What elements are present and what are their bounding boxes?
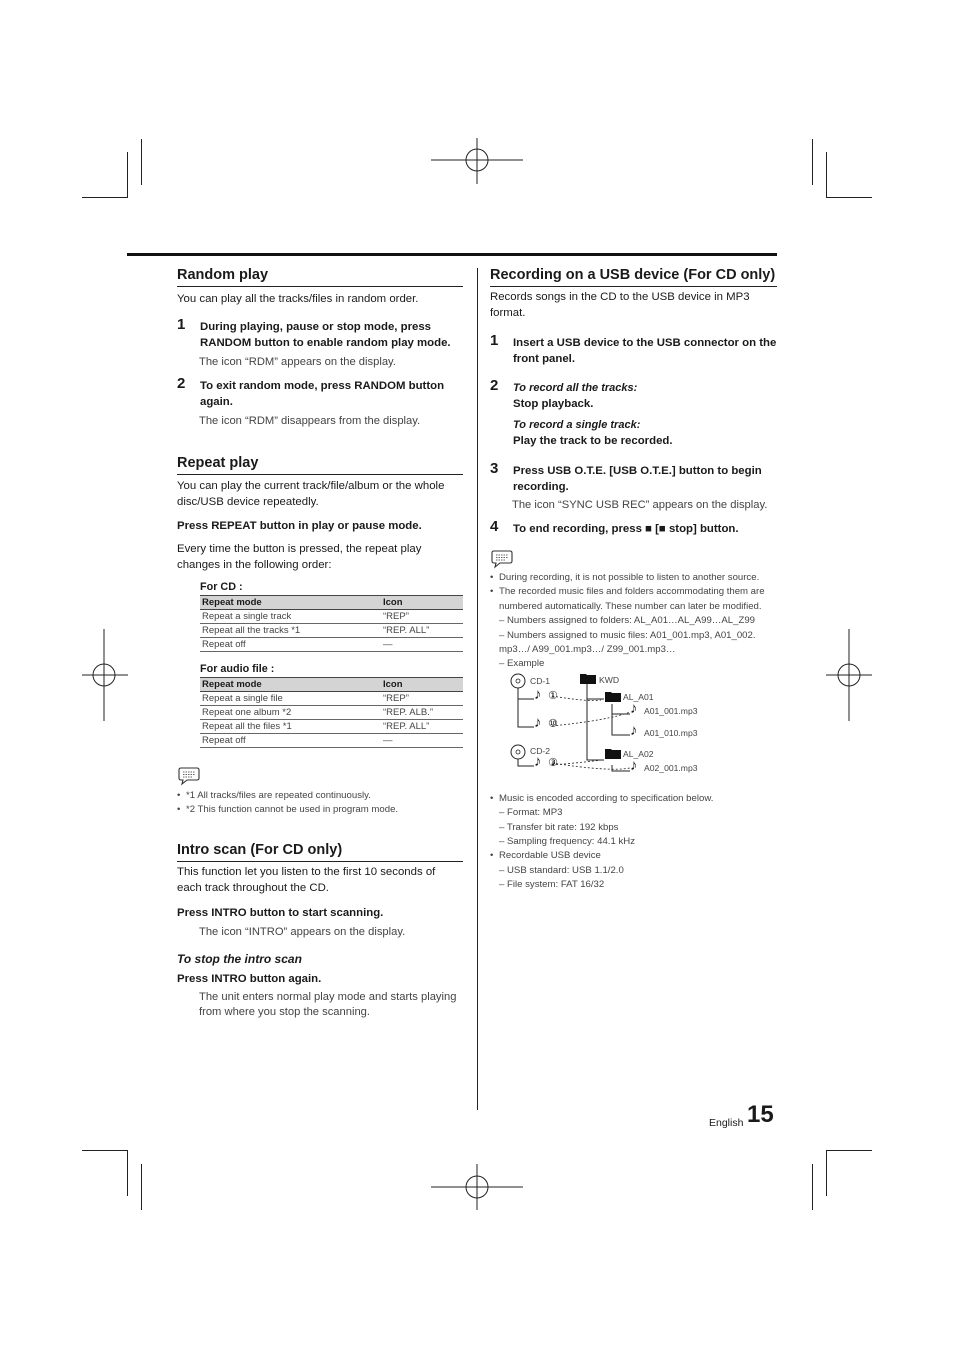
- spec-item: – Sampling frequency: 44.1 kHz: [499, 836, 635, 848]
- root-folder-label: KWD: [599, 674, 620, 685]
- footnote-2: [177, 803, 463, 817]
- stop-intro-note: The unit enters normal play mode and starts playing from where you stop the scanning.: [199, 990, 457, 1018]
- crop-mark: [141, 139, 142, 185]
- table-row: [200, 610, 463, 624]
- registration-target-top: [431, 138, 523, 184]
- cd2-label: CD-2: [530, 745, 551, 756]
- repeat-play-intro: You can play the current track/file/album or the whole disc/USB device repeatedly.: [177, 480, 445, 508]
- table-cell: “REP. ALL”: [381, 624, 463, 638]
- crop-mark: [826, 197, 872, 198]
- recording-step-1: [490, 332, 777, 367]
- music-note-icon: ♪: [534, 713, 542, 731]
- step-number: 1: [490, 332, 499, 349]
- music-note-icon: ♪: [534, 685, 542, 703]
- recording-note-4: [490, 849, 777, 863]
- recording-note-3: [490, 792, 777, 806]
- random-step-1: [177, 316, 463, 351]
- folder-icon: [605, 748, 621, 759]
- step-number: 2: [490, 377, 499, 394]
- step-number: 1: [177, 316, 186, 333]
- intro-scan-heading: Intro scan (For CD only): [177, 841, 463, 862]
- memo-note-icon: [490, 549, 514, 569]
- step-text: To exit random mode, press RANDOM button again.: [200, 380, 445, 408]
- crop-mark: [127, 1150, 128, 1196]
- spec-item: – USB standard: USB 1.1/2.0: [499, 864, 624, 876]
- recording-sub-note: – Example: [499, 658, 545, 670]
- step-subheading: To record a single track:: [513, 419, 641, 431]
- table-cell: Repeat a single file: [200, 692, 381, 706]
- step-text: Press USB O.T.E. [USB O.T.E.] button to begin recording.: [513, 465, 762, 493]
- note-text: Music is encoded according to specification below.: [499, 792, 714, 804]
- note-text: The recorded music files and folders accommodating them are numbered automatically. These number can later be modified.: [499, 586, 765, 612]
- step-text: Stop playback.: [513, 398, 594, 410]
- for-cd-label: For CD :: [200, 581, 243, 593]
- recording-step-3: [490, 460, 777, 495]
- language-label: English: [709, 1117, 744, 1129]
- crop-mark: [82, 197, 128, 198]
- step-text: During playing, pause or stop mode, press RANDOM button to enable random play mode.: [200, 321, 451, 349]
- repeat-play-heading: Repeat play: [177, 454, 463, 475]
- step-number: 2: [177, 375, 186, 392]
- right-column: [490, 266, 777, 893]
- top-rule: [127, 253, 777, 256]
- step-note: The icon “RDM” appears on the display.: [199, 356, 396, 368]
- intro-scan-intro: This function let you listen to the first 10 seconds of each track throughout the CD.: [177, 865, 436, 894]
- recording-step-2: [490, 377, 777, 449]
- recording-sub-note: – Numbers assigned to music files: A01_001.mp3, A01_002. mp3…/ A99_001.mp3…/ Z99_001.mp3…: [499, 629, 756, 656]
- table-cell: Repeat all the tracks *1: [200, 624, 381, 638]
- step-text: To end recording, press ■ [■ stop] button.: [513, 523, 739, 535]
- memo-note-icon: [177, 766, 201, 786]
- footnote-1: [177, 789, 463, 803]
- music-note-icon: ♪: [534, 752, 542, 770]
- bullet-icon: •: [490, 572, 494, 583]
- table-cell: “REP”: [381, 610, 463, 624]
- recording-note-1: [490, 571, 777, 585]
- table-header: Icon: [381, 596, 463, 610]
- step-number: 4: [490, 518, 499, 535]
- column-separator: [477, 268, 478, 1110]
- step-text: Insert a USB device to the USB connector on the front panel.: [513, 337, 777, 365]
- audio-repeat-table: [200, 677, 463, 748]
- file-label: A01_010.mp3: [644, 727, 698, 738]
- music-note-icon: ♪: [630, 756, 638, 774]
- bullet-icon: •: [177, 804, 181, 816]
- intro-note: The icon “INTRO” appears on the display.: [199, 925, 406, 938]
- step-subheading: To record all the tracks:: [513, 382, 638, 394]
- cd1-label: CD-1: [530, 675, 551, 686]
- for-audio-label: For audio file :: [200, 663, 275, 675]
- step-number: 3: [490, 460, 499, 477]
- table-cell: Repeat off: [200, 638, 381, 652]
- repeat-order-text: Every time the button is pressed, the repeat play changes in the following order:: [177, 543, 422, 571]
- table-row: [200, 692, 463, 706]
- folder-label: AL_A02: [623, 748, 654, 759]
- random-play-heading: Random play: [177, 266, 463, 287]
- note-text: During recording, it is not possible to listen to another source.: [499, 572, 760, 583]
- note-text: Recordable USB device: [499, 850, 601, 862]
- table-cell: “REP. ALB.”: [381, 706, 463, 720]
- table-row: [200, 706, 463, 720]
- cd-repeat-table: [200, 595, 463, 652]
- crop-mark: [826, 1150, 827, 1196]
- table-header: Icon: [381, 678, 463, 692]
- table-cell: Repeat a single track: [200, 610, 381, 624]
- random-play-intro: You can play all the tracks/files in random order.: [177, 293, 419, 305]
- spec-item: – Format: MP3: [499, 807, 563, 819]
- crop-mark: [826, 1150, 872, 1151]
- track-number: ①: [548, 689, 558, 702]
- table-cell: —: [381, 638, 463, 652]
- crop-mark: [141, 1164, 142, 1210]
- music-note-icon: ♪: [630, 721, 638, 739]
- table-row: [200, 624, 463, 638]
- registration-target-left: [82, 629, 128, 721]
- crop-mark: [826, 152, 827, 198]
- recording-intro: Records songs in the CD to the USB device in MP3 format.: [490, 291, 750, 319]
- table-row: [200, 720, 463, 734]
- spec-item: – File system: FAT 16/32: [499, 879, 605, 891]
- crop-mark: [812, 1164, 813, 1210]
- table-cell: “REP. ALL”: [381, 720, 463, 734]
- random-step-2: [177, 375, 463, 410]
- footnote-text: *1 All tracks/files are repeated continuously.: [186, 790, 371, 801]
- bullet-icon: •: [490, 586, 494, 598]
- spec-item: – Transfer bit rate: 192 kbps: [499, 821, 619, 833]
- step-note: The icon “RDM” disappears from the display.: [199, 415, 421, 427]
- stop-intro-heading: To stop the intro scan: [177, 951, 302, 966]
- step-text: Play the track to be recorded.: [513, 435, 673, 447]
- stop-intro-instruction: Press INTRO button again.: [177, 972, 322, 985]
- track-number: ③: [548, 756, 558, 769]
- table-cell: “REP”: [381, 692, 463, 706]
- bullet-icon: •: [490, 850, 494, 862]
- table-row: [200, 734, 463, 748]
- table-row: [200, 638, 463, 652]
- folder-label: AL_A01: [623, 691, 654, 702]
- recording-step-4: [490, 518, 777, 537]
- track-number: ⑩: [548, 717, 558, 730]
- footnote-text: *2 This function cannot be used in program mode.: [186, 804, 399, 816]
- table-cell: Repeat all the files *1: [200, 720, 381, 734]
- repeat-instruction: Press REPEAT button in play or pause mode.: [177, 520, 422, 532]
- intro-instruction: Press INTRO button to start scanning.: [177, 906, 384, 919]
- folder-icon: [605, 691, 621, 702]
- recording-sub-note: – Numbers assigned to folders: AL_A01…AL_A99…AL_Z99: [499, 615, 755, 627]
- music-note-icon: ♪: [630, 699, 638, 717]
- table-cell: Repeat one album *2: [200, 706, 381, 720]
- crop-mark: [82, 1150, 128, 1151]
- bullet-icon: •: [177, 790, 181, 801]
- step-note: The icon “SYNC USB REC” appears on the display.: [512, 499, 768, 511]
- file-label: A01_001.mp3: [644, 705, 698, 716]
- folder-icon: [580, 673, 596, 684]
- crop-mark: [812, 139, 813, 185]
- folder-structure-diagram: [490, 672, 777, 784]
- table-header: Repeat mode: [200, 596, 381, 610]
- left-column: [177, 266, 463, 1020]
- recording-heading: Recording on a USB device (For CD only): [490, 266, 777, 287]
- registration-target-right: [826, 629, 872, 721]
- crop-mark: [127, 152, 128, 198]
- page-number: 15: [747, 1101, 774, 1128]
- table-cell: —: [381, 734, 463, 748]
- recording-note-2: [490, 585, 777, 614]
- table-header: Repeat mode: [200, 678, 381, 692]
- bullet-icon: •: [490, 792, 494, 804]
- file-label: A02_001.mp3: [644, 762, 698, 773]
- table-cell: Repeat off: [200, 734, 381, 748]
- registration-target-bottom: [431, 1164, 523, 1210]
